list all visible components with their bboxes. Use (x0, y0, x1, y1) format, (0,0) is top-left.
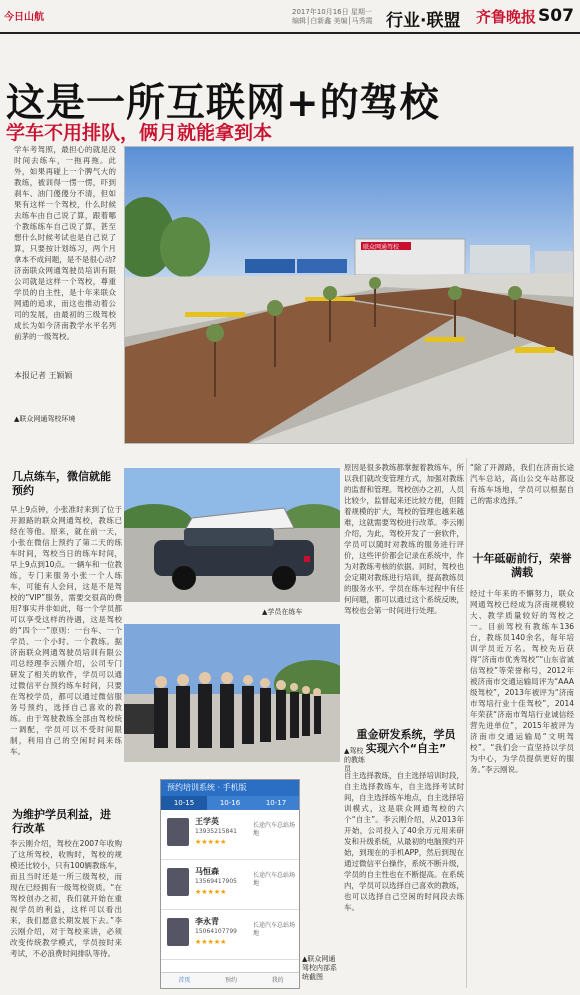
header-editors: 编辑│白新鑫 美编│马秀霞 (292, 17, 373, 25)
coach-place: 长途汽车总站场地 (253, 922, 296, 937)
app-tab[interactable]: 10-16 (219, 799, 241, 807)
coach-place: 长途汽车总站场地 (253, 822, 296, 837)
app-screenshot (160, 779, 300, 989)
coach-name: 王学英 (195, 817, 219, 826)
coach-name: 李永青 (195, 917, 219, 926)
section-text-system: 自主选择教练，自主选择培训时段，自主选择教练车，自主选择考试时间，自主选择练车地点，自主选择培训模式，这是联众网通驾校的六个“自主”。李云刚介绍，从2013年开始，公司投入了40余万元用来研发和升级系统，从最初的电脑预约开始，到现在的手机APP，然后到现在通过微信平台操作，系统不断升级，学员的自主性也在不断提高。在系统内，学员可以选择自己喜欢的教练，也可以选择自己空闲的时间段去练车。 (344, 771, 464, 912)
caption-phone-screenshot: ▲联众网通驾校内部系统截图 (302, 955, 337, 981)
subheadline: 学车不用排队，俩月就能拿到本 (6, 122, 273, 144)
coach-place: 长途汽车总站场地 (253, 872, 296, 887)
lead-paragraph: 学车考驾照，最担心的就是没时间去练车，一拖再拖。此外，如果再碰上一个脾气大的教练，被训得一愣一愣，吓到刹车、油门傻傻分不清，但如果有这样一个驾校，什么时候去练车由自己说了算，跟着哪个教练练车自己说了算，甚至想什么时候考试也是自己说了算，只要按计划练习，两个月拿本不成问题，是不是很心动?济南联众网通驾驶员培训有限公司就是这样一个驾校，尊重学员的自主性，是十年来联众网通的追求，而这也推动着公司的发展，由最初的三级驾校成长为如今济南教学水平名列前茅的一级驾校。 (14, 145, 116, 341)
coach-phone: 15064107799 (195, 928, 237, 935)
coach-phone: 13569417905 (195, 878, 237, 885)
app-bottom-nav (161, 972, 300, 988)
section-heading-reform: 为维护学员利益，进行改革 (12, 808, 111, 835)
header-page-number: S07 (538, 6, 574, 26)
photo-student-practicing (124, 468, 340, 602)
nav-mine[interactable]: 我的 (271, 977, 284, 984)
section-text-wechat-booking: 早上9点钟，小张准时来到了位于开源路的联众网通驾校，教练已经在等他。原来，就在前一天，小张在微信上预约了第二天的练车时间，驾校当日的练车时间，早上9点到10点。一辆车和一位教练，专门来服务小张一个人练车，可能有人会问，这是不是驾校的“VIP”服务，需要交很高的费用?事实并非如此，每一个学员都可以享受这样的待遇，这是驾校的“四个一”原则：一台车、一个学员、一个小时、一个教练。据济南联众网通驾驶员培训有限公司总经理李云刚介绍，公司专门研发了相关的软件，学员可以通过微信平台预约练车时间，只要在驾校学员，都可以通过微信服务号预约，选择自己喜欢的教练。由于驾驶教练全部由驾校统一调配，学员可以不受时间限制，利用自己的空闲时间来练车。 (10, 505, 122, 756)
caption-staff-photo: ▲驾校的教练员 (344, 747, 365, 773)
nav-booking[interactable]: 预约 (225, 977, 238, 984)
sign-text: 联众网通驾校 (363, 244, 400, 251)
avatar (167, 918, 189, 946)
coach-name: 马恒森 (195, 867, 219, 876)
section-text-reform: 李云刚介绍，驾校在2007年收购了这所驾校，收购时，驾校的规模还比较小，只有100辆教练车，而且当时还是一所三级驾校，而现在已经拥有一级驾校资质。“在驾校创办之初，我们就开始在重视学员的利益，这样可以看出来，我们愿意长期发展下去。”李云刚介绍，对于驾校来讲，必须改变传统教学模式，学员按时来考试，不必浪费时间排队等待。 (10, 839, 122, 958)
header-left-label: 今日山航 (4, 12, 44, 23)
app-coach-row[interactable] (161, 810, 299, 860)
rating-stars-icon: ★★★★★ (195, 938, 227, 946)
headline: 这是一所互联网+的驾校 (6, 81, 440, 126)
byline: 本报记者 王颖颖 (14, 371, 73, 380)
app-date-tabs (161, 796, 299, 810)
section-text-honors: 经过十年来的不懈努力，联众网通驾校已经成为济南规模较大、教学质量较好的驾校之一。目前驾校有教练车136台，教练员140余名，每年培训学员近万名。驾校先后获得“济南市优秀驾校”“山东省诚信驾校”等荣誉称号，2012年被济南市交通运输局评为“AAA级驾校”，2013年被评为“济南市驾培行业十佳驾校”，2014年荣获“济南市驾培行业诚信经营先进单位”，2015年被评为济南市交通运输局“文明驾校”。“我们会一直坚持以学员为中心，为学员提供更好的服务。”李云刚说。 (470, 589, 574, 774)
header-meta (292, 8, 392, 26)
app-title: 预约培训系统 · 手机版 (161, 780, 299, 796)
header-date: 2017年10月16日 星期一 (292, 8, 372, 16)
app-tab[interactable]: 10-15 (161, 796, 207, 810)
column-divider (466, 458, 467, 988)
photo-driving-school-yard (124, 146, 574, 444)
caption-car-photo: ▲学员在练车 (262, 608, 303, 616)
photo-instructors (124, 624, 340, 762)
column-text-management: 原因是很多教练都掌握着教练车，所以我们就改变管理方式，加强对教练的监督和管理。驾校创办之初，人员比较少，监督起来还比较方便，但随着规模的扩大，驾校的管理也越来越难，这就需要驾校进行改革。李云刚介绍，为此，驾校开发了一套软件，学员可以随时对教练的服务进行评价，这些评价都会记录在系统中，作为对教练考核的依据。同时，驾校也会定期对教练进行培训，提高教练员的服务水平。学员在练车过程中有任何问题，都可以通过这个系统反映，驾校也会第一时间进行处理。 (344, 463, 464, 615)
caption-main-photo: ▲联众网通驾校环境 (14, 415, 76, 423)
coach-phone: 13935215841 (195, 828, 237, 835)
header-brand-logo: 齐鲁晚报 (476, 8, 537, 26)
app-tab[interactable]: 10-17 (265, 799, 287, 807)
header-rule (0, 32, 580, 34)
nav-home[interactable]: 首页 (178, 977, 191, 984)
section-heading-wechat-booking: 几点练车，微信就能预约 (12, 470, 111, 497)
section-heading-system: 重金研发系统，学员实现六个“自主” (356, 728, 456, 755)
rating-stars-icon: ★★★★★ (195, 838, 227, 846)
app-coach-row[interactable] (161, 910, 299, 960)
rating-stars-icon: ★★★★★ (195, 888, 227, 896)
section-heading-honors: 十年砥砺前行，荣誉满载 (472, 552, 572, 579)
header-section: 行业·联盟 (386, 11, 461, 31)
avatar (167, 868, 189, 896)
column-text-venues: “除了开源路，我们在济南长途汽车总站，高山公交车站都设有练车场地，学员可以根据自己的需求选择。” (470, 463, 574, 505)
app-coach-row[interactable] (161, 860, 299, 910)
avatar (167, 818, 189, 846)
